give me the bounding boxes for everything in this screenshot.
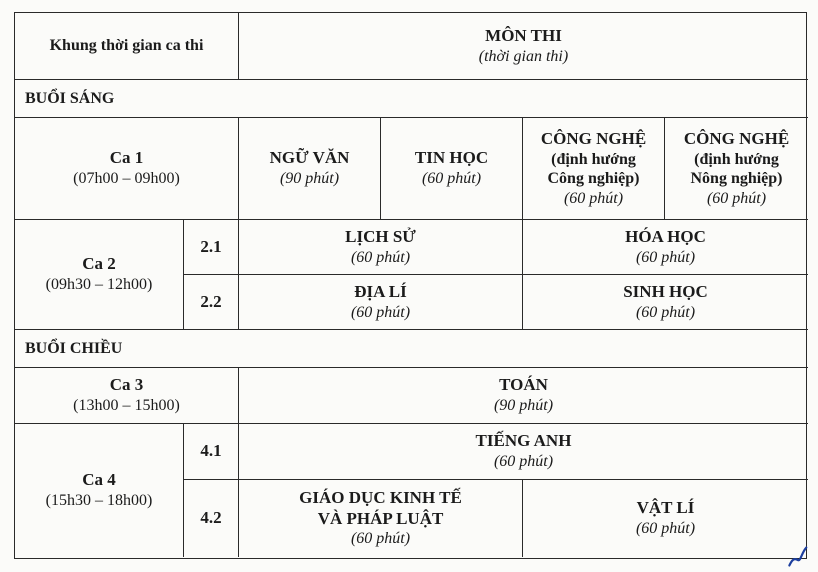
ca1-name: Ca 1 [109, 148, 144, 168]
ca4-time: (15h30 – 18h00) [45, 492, 153, 510]
ca3-time-cell [15, 368, 239, 424]
subject-orientation-type: Công nghiệp) [547, 170, 640, 188]
subject-duration: (60 phút) [635, 303, 696, 321]
subject-name: TOÁN [499, 375, 548, 395]
subject-duration: (90 phút) [279, 170, 340, 188]
subject-name: TIẾNG ANH [475, 431, 572, 451]
session-afternoon [15, 330, 808, 368]
subject-duration: (60 phút) [563, 189, 624, 207]
ca2-sub2-number [184, 275, 239, 330]
subject-duration: (60 phút) [635, 520, 696, 538]
header-time-frame-label: Khung thời gian ca thi [49, 37, 204, 55]
subject-name: VẬT LÍ [636, 498, 695, 518]
subject-name: GIÁO DỤC KINH TẾ [299, 488, 462, 507]
subject-duration: (60 phút) [421, 170, 482, 188]
subject-name: ĐỊA LÍ [354, 281, 407, 301]
subject-duration: (90 phút) [493, 397, 554, 415]
ca1-subject-1 [239, 118, 381, 220]
subject-duration: (60 phút) [350, 303, 411, 321]
ca4-name: Ca 4 [82, 470, 116, 490]
ca2-name: Ca 2 [82, 254, 116, 274]
ca4-sub1-number [184, 424, 239, 480]
header-subject-sub: (thời gian thi) [478, 47, 569, 65]
ca4-sub2-number [184, 480, 239, 557]
ca2-sub2-subject-b [523, 275, 808, 330]
exam-schedule-table [14, 12, 807, 559]
session-afternoon-label: BUỔI CHIỀU [25, 339, 123, 357]
ca1-time: (07h00 – 09h00) [73, 170, 180, 188]
subject-name-line2: VÀ PHÁP LUẬT [317, 508, 444, 528]
subject-name: LỊCH SỬ [345, 226, 416, 246]
subject-duration: (60 phút) [706, 189, 767, 207]
ca1-subject-2 [381, 118, 523, 220]
subject-name: CÔNG NGHỆ [683, 128, 790, 148]
subject-name: CÔNG NGHỆ [540, 128, 647, 148]
subject-duration: (60 phút) [635, 248, 696, 266]
ca2-time-cell [15, 220, 184, 330]
subject-orientation: (định hướng [551, 150, 636, 168]
session-morning-label: BUỔI SÁNG [25, 89, 115, 107]
ca3-time: (13h00 – 15h00) [73, 397, 180, 415]
ca2-sub1-number [184, 220, 239, 275]
header-time-frame [15, 13, 239, 80]
ca4-time-cell [15, 424, 184, 557]
ca2-sub1-subject-b [523, 220, 808, 275]
subject-orientation-type: Nông nghiệp) [690, 170, 783, 188]
subject-name: NGỮ VĂN [269, 148, 350, 168]
sub-session-number: 2.2 [200, 291, 222, 311]
header-subject [239, 13, 808, 80]
subject-orientation: (định hướng [694, 150, 779, 168]
ca2-sub1-subject-a [239, 220, 523, 275]
header-subject-label: MÔN THI [485, 25, 562, 45]
ca3-name: Ca 3 [109, 375, 144, 395]
sub-session-number: 4.1 [200, 441, 222, 461]
ca1-time-cell [15, 118, 239, 220]
ca1-subject-4 [665, 118, 808, 220]
sub-session-number: 4.2 [200, 508, 222, 528]
subject-name: SINH HỌC [623, 281, 708, 301]
session-morning [15, 80, 808, 118]
ca1-subject-3 [523, 118, 665, 220]
subject-name: HÓA HỌC [625, 226, 706, 246]
subject-duration: (60 phút) [350, 248, 411, 266]
ca4-sub1-subject [239, 424, 808, 480]
ca2-sub2-subject-a [239, 275, 523, 330]
subject-duration: (60 phút) [493, 453, 554, 471]
sub-session-number: 2.1 [200, 236, 222, 256]
ca4-sub2-subject-a [239, 480, 523, 557]
ca2-time: (09h30 – 12h00) [45, 276, 153, 294]
ca4-sub2-subject-b [523, 480, 808, 557]
ca3-subject [239, 368, 808, 424]
subject-name: TIN HỌC [414, 148, 489, 168]
subject-duration: (60 phút) [350, 530, 411, 548]
